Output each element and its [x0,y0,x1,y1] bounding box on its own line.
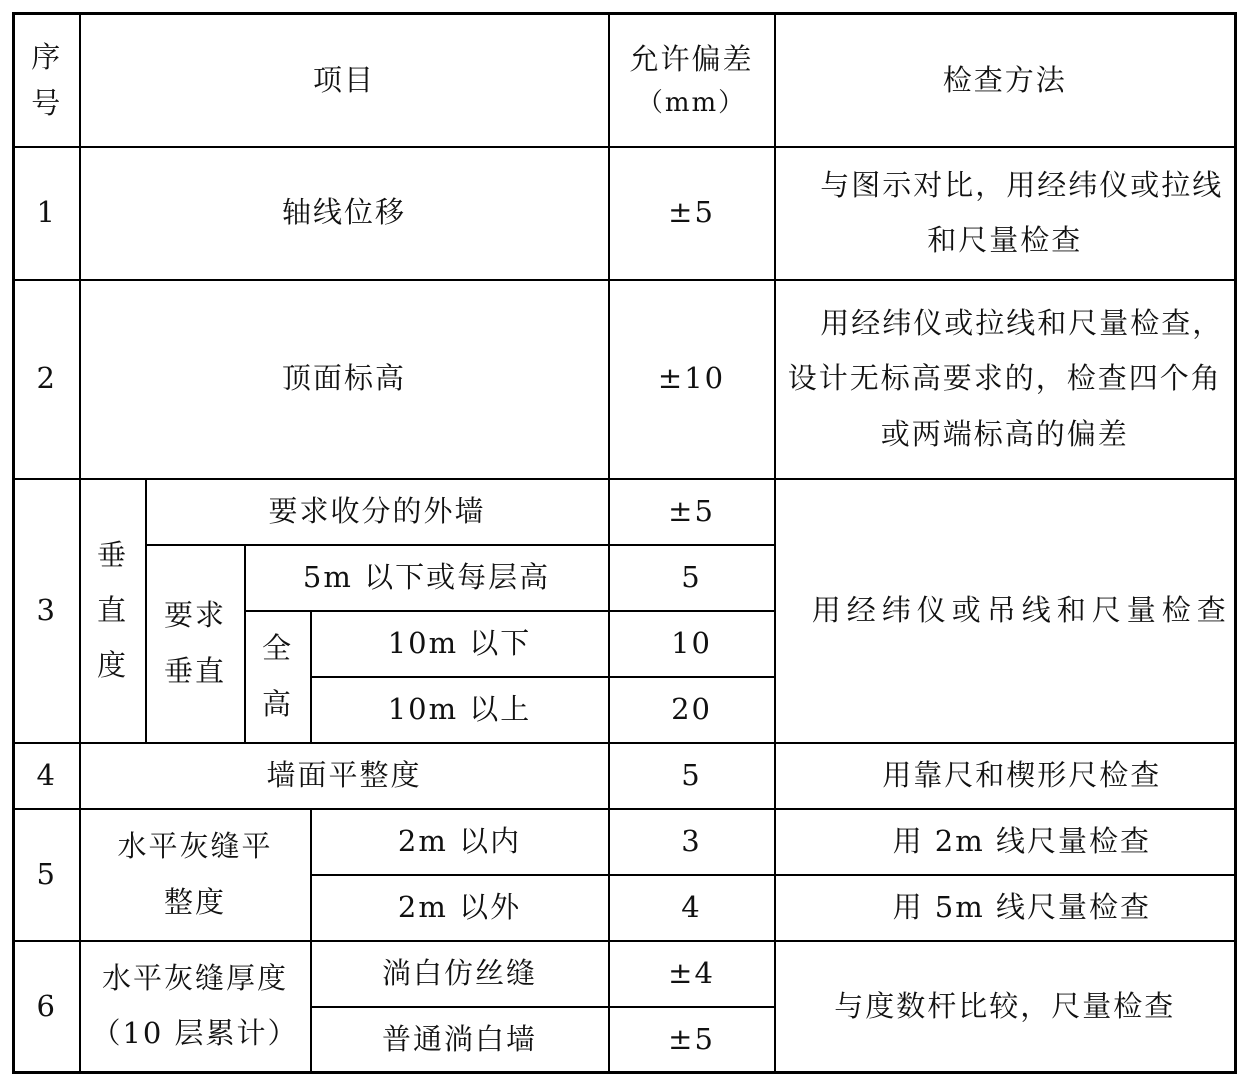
row-seq: 1 [14,147,80,280]
row-item: 2m 以内 [311,809,609,875]
table-row [14,941,1236,1007]
row-seq: 4 [14,743,80,809]
row-item: 10m 以下 [311,611,609,677]
row-method: 用 2m 线尺量检查 [775,809,1236,875]
verticality-group: 垂 直 度 [80,479,146,743]
full-height-group: 全 高 [245,611,311,743]
row-tolerance: 4 [609,875,775,941]
vertical-required-group: 要求 垂直 [146,545,245,743]
header-method: 检查方法 [775,14,1236,147]
row-method: 用 5m 线尺量检查 [775,875,1236,941]
row-seq: 5 [14,809,80,941]
row-group-line1: 水平灰缝厚度 [101,961,288,996]
tolerance-table [12,12,1237,1074]
header-item: 项目 [80,14,609,147]
row-tolerance: 20 [609,677,775,743]
table-row [14,479,1236,545]
row-group: 水平灰缝平 整度 [80,809,311,941]
row-item: 要求收分的外墙 [146,479,609,545]
row-seq: 6 [14,941,80,1073]
row-tolerance: 3 [609,809,775,875]
row-item: 顶面标高 [80,280,609,479]
row-tolerance: 10 [609,611,775,677]
row-item: 2m 以外 [311,875,609,941]
row-tolerance: ±4 [609,941,775,1007]
header-row [14,14,1236,147]
row-item: 墙面平整度 [80,743,609,809]
table-row [14,743,1236,809]
row-method: 用经纬仪或拉线和尺量检查，设计无标高要求的，检查四个角或两端标高的偏差 [775,280,1236,479]
row-tolerance: ±5 [609,1007,775,1073]
row-group [80,941,311,1073]
row-tolerance: 5 [609,545,775,611]
row-seq: 2 [14,280,80,479]
row-group-line2: （10 层累计） [91,1016,299,1051]
row-tolerance: ±10 [609,280,775,479]
header-tolerance [609,14,775,147]
table-row [14,809,1236,875]
row-method: 用经纬仪或吊线和尺量检查 [775,479,1236,743]
row-tolerance: ±5 [609,479,775,545]
table-row [14,280,1236,479]
row-item: 5m 以下或每层高 [245,545,609,611]
row-seq: 3 [14,479,80,743]
row-tolerance: 5 [609,743,775,809]
row-item: 淌白仿丝缝 [311,941,609,1007]
header-tolerance-line2: （mm） [636,87,747,118]
row-item: 10m 以上 [311,677,609,743]
header-seq: 序 号 [14,14,80,147]
table-row [14,147,1236,280]
row-method: 用靠尺和楔形尺检查 [775,743,1236,809]
row-method: 与图示对比，用经纬仪或拉线和尺量检查 [775,147,1236,280]
row-method: 与度数杆比较，尺量检查 [775,941,1236,1073]
header-tolerance-line1: 允许偏差 [629,42,754,77]
row-item: 普通淌白墙 [311,1007,609,1073]
row-tolerance: ±5 [609,147,775,280]
row-item: 轴线位移 [80,147,609,280]
